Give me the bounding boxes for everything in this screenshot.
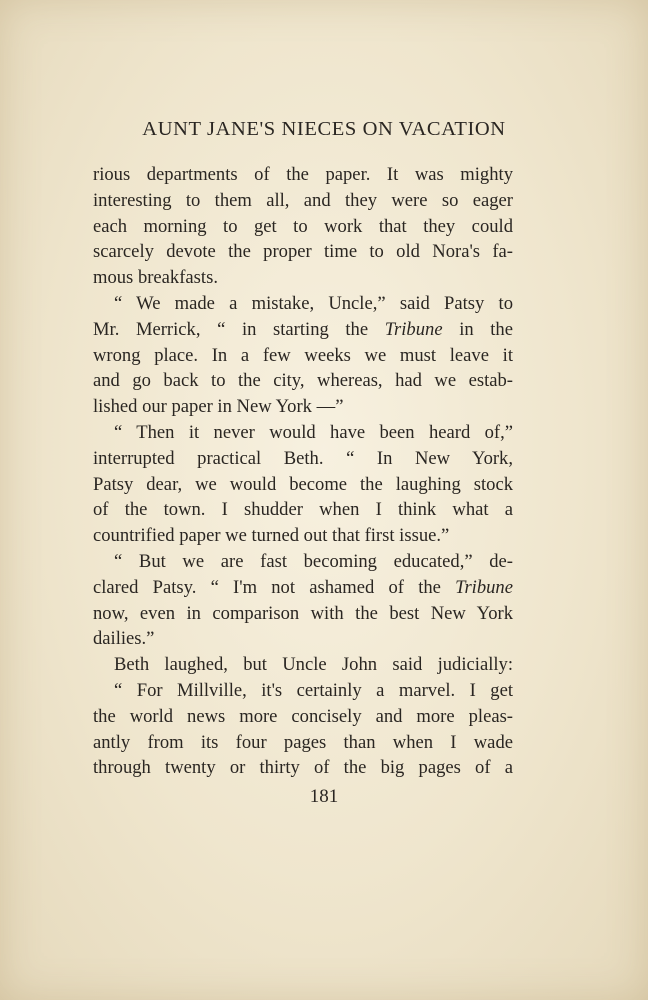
text-line xyxy=(93,549,513,575)
text-line xyxy=(93,575,513,601)
text-line xyxy=(93,394,513,420)
text-segment: in the xyxy=(442,318,513,340)
text-segment: lished our paper in New York —” xyxy=(93,396,344,418)
text-line xyxy=(93,368,513,394)
text-segment: now, even in comparison with the best New York xyxy=(93,602,513,624)
text-segment: “ We made a mistake, Uncle,” said Patsy to xyxy=(114,292,513,314)
text-segment: and go back to the city, whereas, had we estab- xyxy=(93,370,513,392)
text-line xyxy=(93,317,513,343)
text-line xyxy=(93,497,513,523)
text-line xyxy=(93,343,513,369)
text-line xyxy=(93,678,513,704)
text-segment: Patsy dear, we would become the laughing stock xyxy=(93,473,513,495)
text-segment: “ For Millville, it's certainly a marvel. I get xyxy=(114,679,513,701)
text-line xyxy=(93,291,513,317)
text-line xyxy=(93,214,513,240)
text-line xyxy=(93,652,513,678)
italic-title: Tribune xyxy=(455,576,513,598)
text-segment: scarcely devote the proper time to old Nora's fa- xyxy=(93,241,513,263)
text-segment: Beth laughed, but Uncle John said judicially: xyxy=(114,654,513,676)
text-segment: wrong place. In a few weeks we must leave it xyxy=(93,344,513,366)
text-segment: of the town. I shudder when I think what a xyxy=(93,499,513,521)
text-line xyxy=(93,755,513,781)
text-line xyxy=(93,472,513,498)
italic-title: Tribune xyxy=(384,318,443,340)
text-line xyxy=(93,162,513,188)
text-segment: clared Patsy. “ I'm not ashamed of the xyxy=(93,576,456,598)
text-line xyxy=(93,626,513,652)
text-segment: interesting to them all, and they were so eager xyxy=(93,189,513,211)
text-segment: rious departments of the paper. It was mighty xyxy=(93,164,513,185)
text-segment: Mr. Merrick, “ in starting the xyxy=(93,318,385,340)
text-segment: interrupted practical Beth. “ In New York, xyxy=(93,447,513,469)
page-number: 181 xyxy=(309,786,339,807)
body-text xyxy=(93,162,513,781)
text-line xyxy=(93,704,513,730)
text-segment: “ Then it never would have been heard of,” xyxy=(114,421,513,443)
text-segment: countrified paper we turned out that first issue.” xyxy=(93,525,450,547)
text-segment: the world news more concisely and more pleas- xyxy=(93,705,513,727)
text-line xyxy=(93,446,513,472)
text-line xyxy=(93,239,513,265)
running-head: AUNT JANE'S NIECES ON VACATION xyxy=(142,118,506,140)
text-segment: mous breakfasts. xyxy=(93,267,218,289)
text-line xyxy=(93,730,513,756)
text-segment: dailies.” xyxy=(93,628,155,650)
text-line xyxy=(93,188,513,214)
text-segment: “ But we are fast becoming educated,” de- xyxy=(114,550,513,572)
text-line xyxy=(93,265,513,291)
text-line xyxy=(93,601,513,627)
text-segment: each morning to get to work that they could xyxy=(93,215,513,237)
text-line xyxy=(93,523,513,549)
text-segment: through twenty or thirty of the big pages of a xyxy=(93,757,513,779)
text-line xyxy=(93,420,513,446)
text-segment: antly from its four pages than when I wade xyxy=(93,731,513,753)
